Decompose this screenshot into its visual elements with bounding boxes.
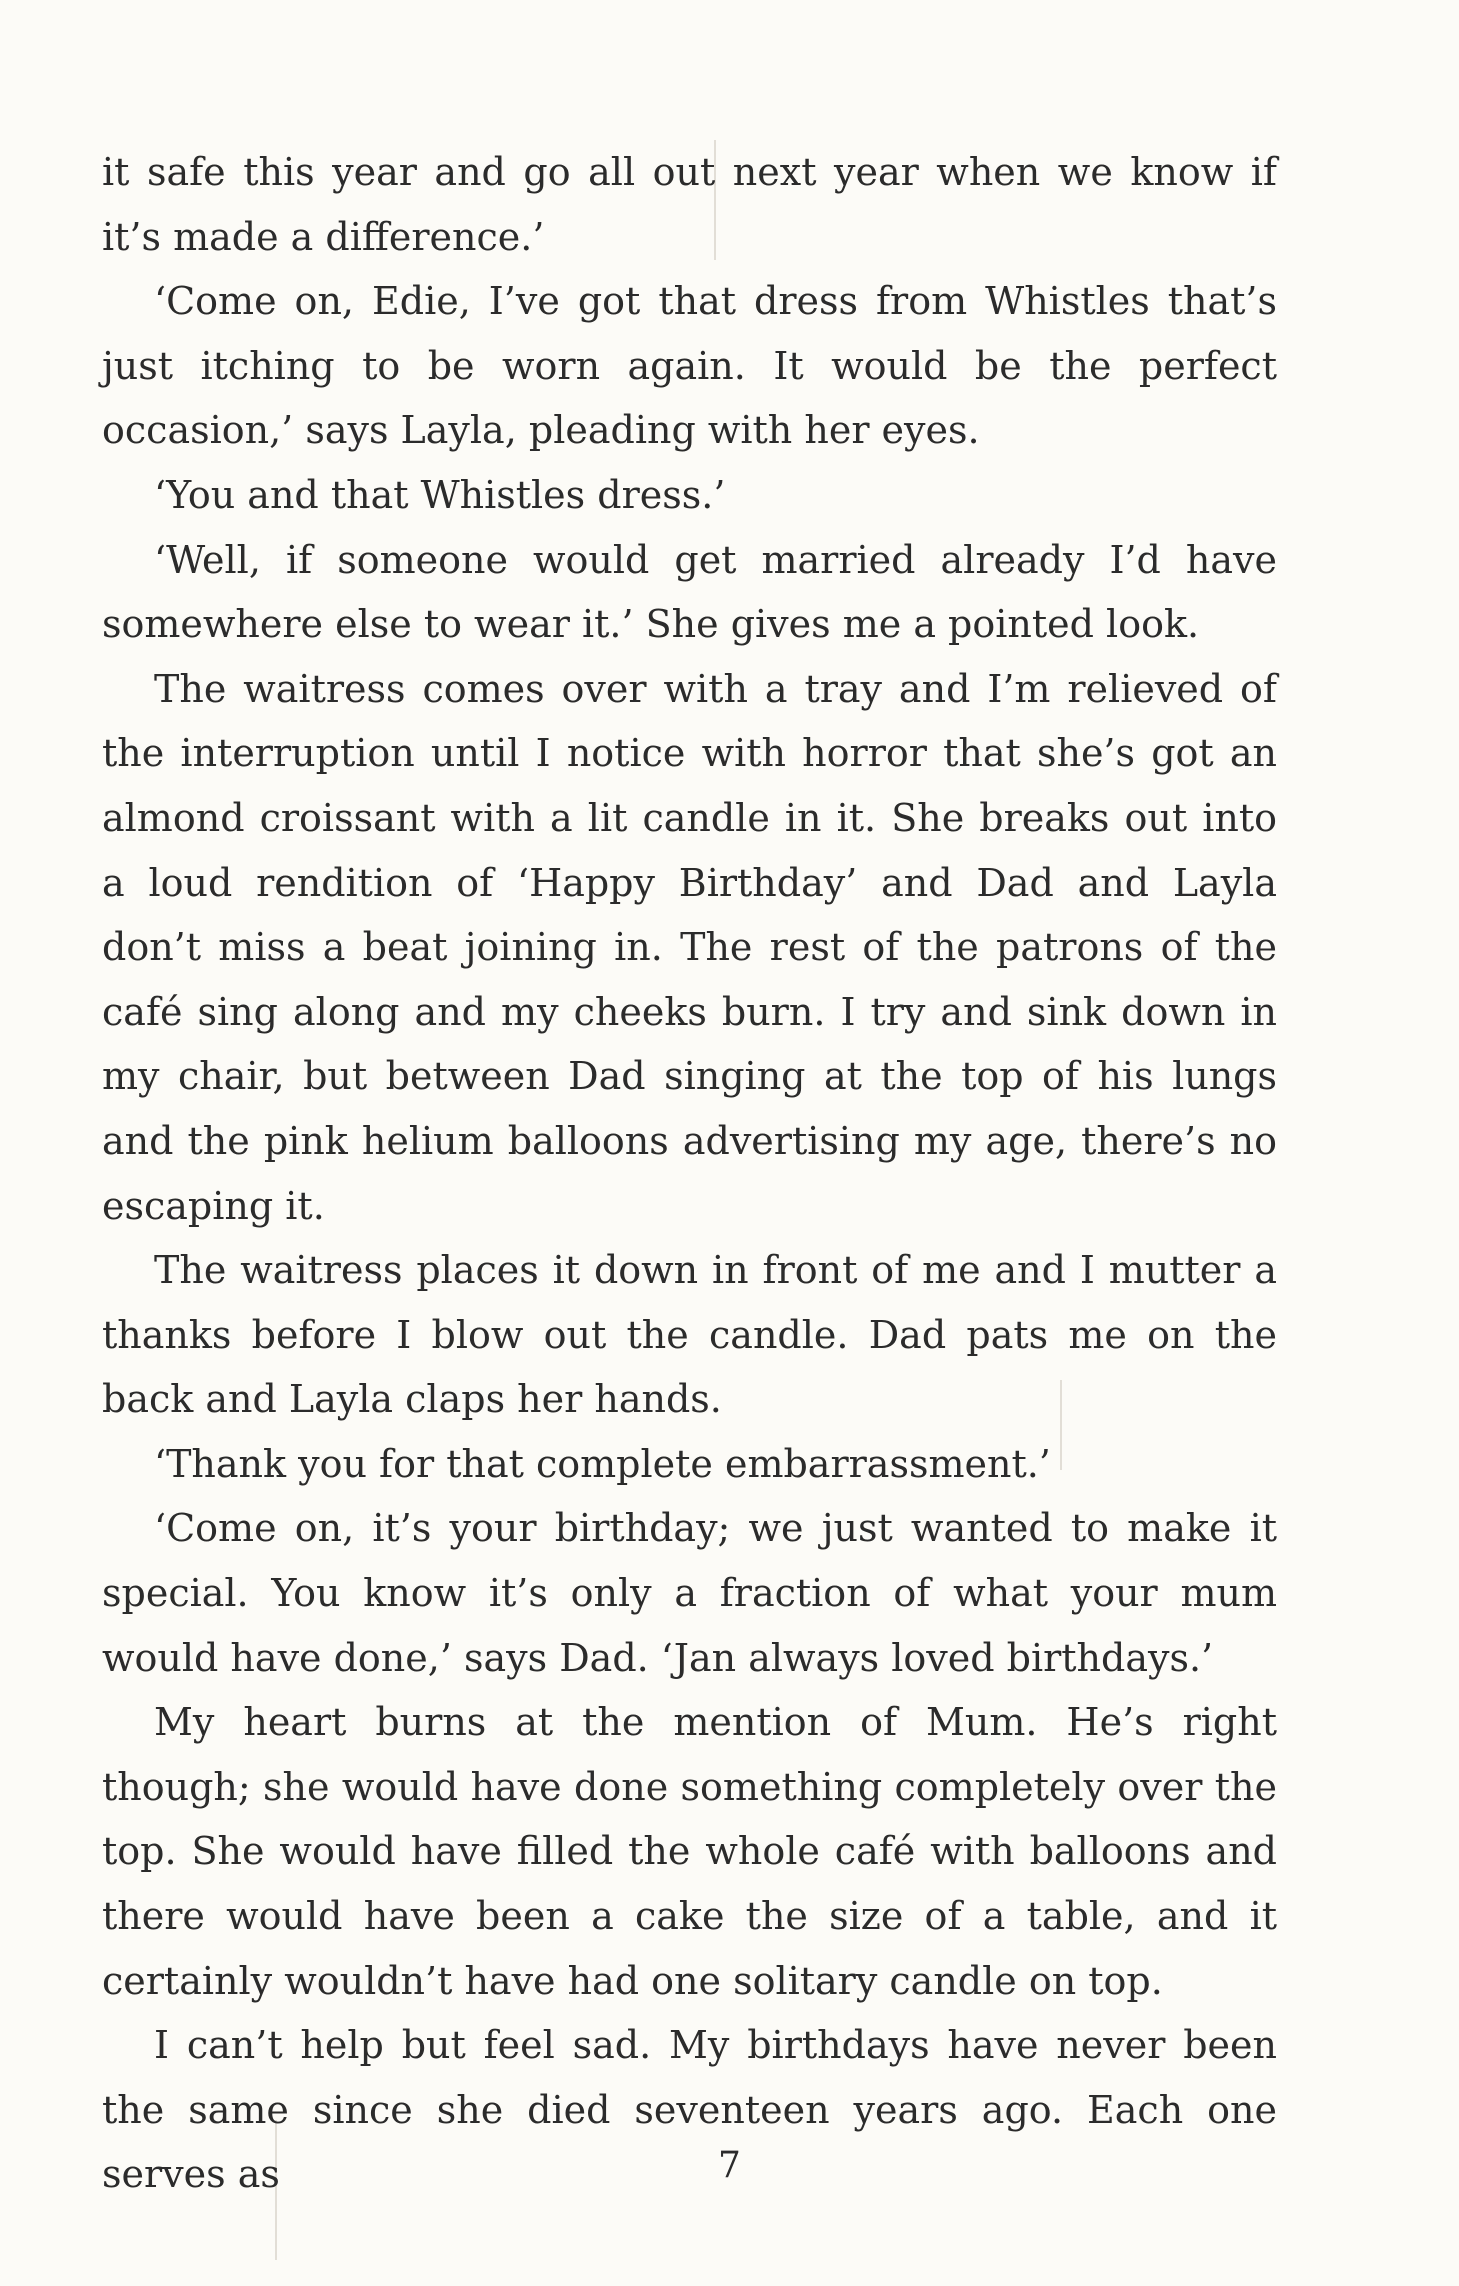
page-number: 7	[718, 2145, 741, 2186]
paragraph: it safe this year and go all out next year when we know if it’s made a difference.’	[102, 150, 1277, 259]
body-text	[102, 140, 1277, 2207]
paragraph: The waitress places it down in front of me and I mutter a thanks before I blow out the candle. Dad pats me on the back and Layla claps her hands.	[102, 1248, 1277, 1422]
paragraph: My heart burns at the mention of Mum. He’s right though; she would have done something completely over the top. She would have filled the whole café with balloons and there would have been a cake the size of a table, and it certainly wouldn’t have had one solitary candle on top.	[102, 1700, 1277, 2003]
paragraph: ‘Come on, it’s your birthday; we just wanted to make it special. You know it’s only a fraction of what your mum would have done,’ says Dad. ‘Jan always loved birthdays.’	[102, 1506, 1277, 1680]
paragraph: ‘Thank you for that complete embarrassment.’	[154, 1441, 1051, 1486]
paragraph: ‘You and that Whistles dress.’	[154, 472, 726, 517]
paragraph: I can’t help but feel sad. My birthdays have never been the same since she died seventeen years ago. Each one serves as	[102, 2023, 1277, 2197]
paragraph: The waitress comes over with a tray and I’m relieved of the interruption until I notice with horror that she’s got an almond croissant with a lit candle in it. She breaks out into a loud rendition of ‘Happy Birthday’ and Dad and Layla don’t miss a beat joining in. The rest of the patrons of the café sing along and my cheeks burn. I try and sink down in my chair, but between Dad singing at the top of his lungs and the pink helium balloons advertising my age, there’s no escaping it.	[102, 666, 1277, 1228]
paragraph: ‘Well, if someone would get married already I’d have somewhere else to wear it.’ She gives me a pointed look.	[102, 537, 1277, 647]
paragraph: ‘Come on, Edie, I’ve got that dress from Whistles that’s just itching to be worn again. It would be the perfect occasion,’ says Layla, pleading with her eyes.	[102, 279, 1277, 453]
